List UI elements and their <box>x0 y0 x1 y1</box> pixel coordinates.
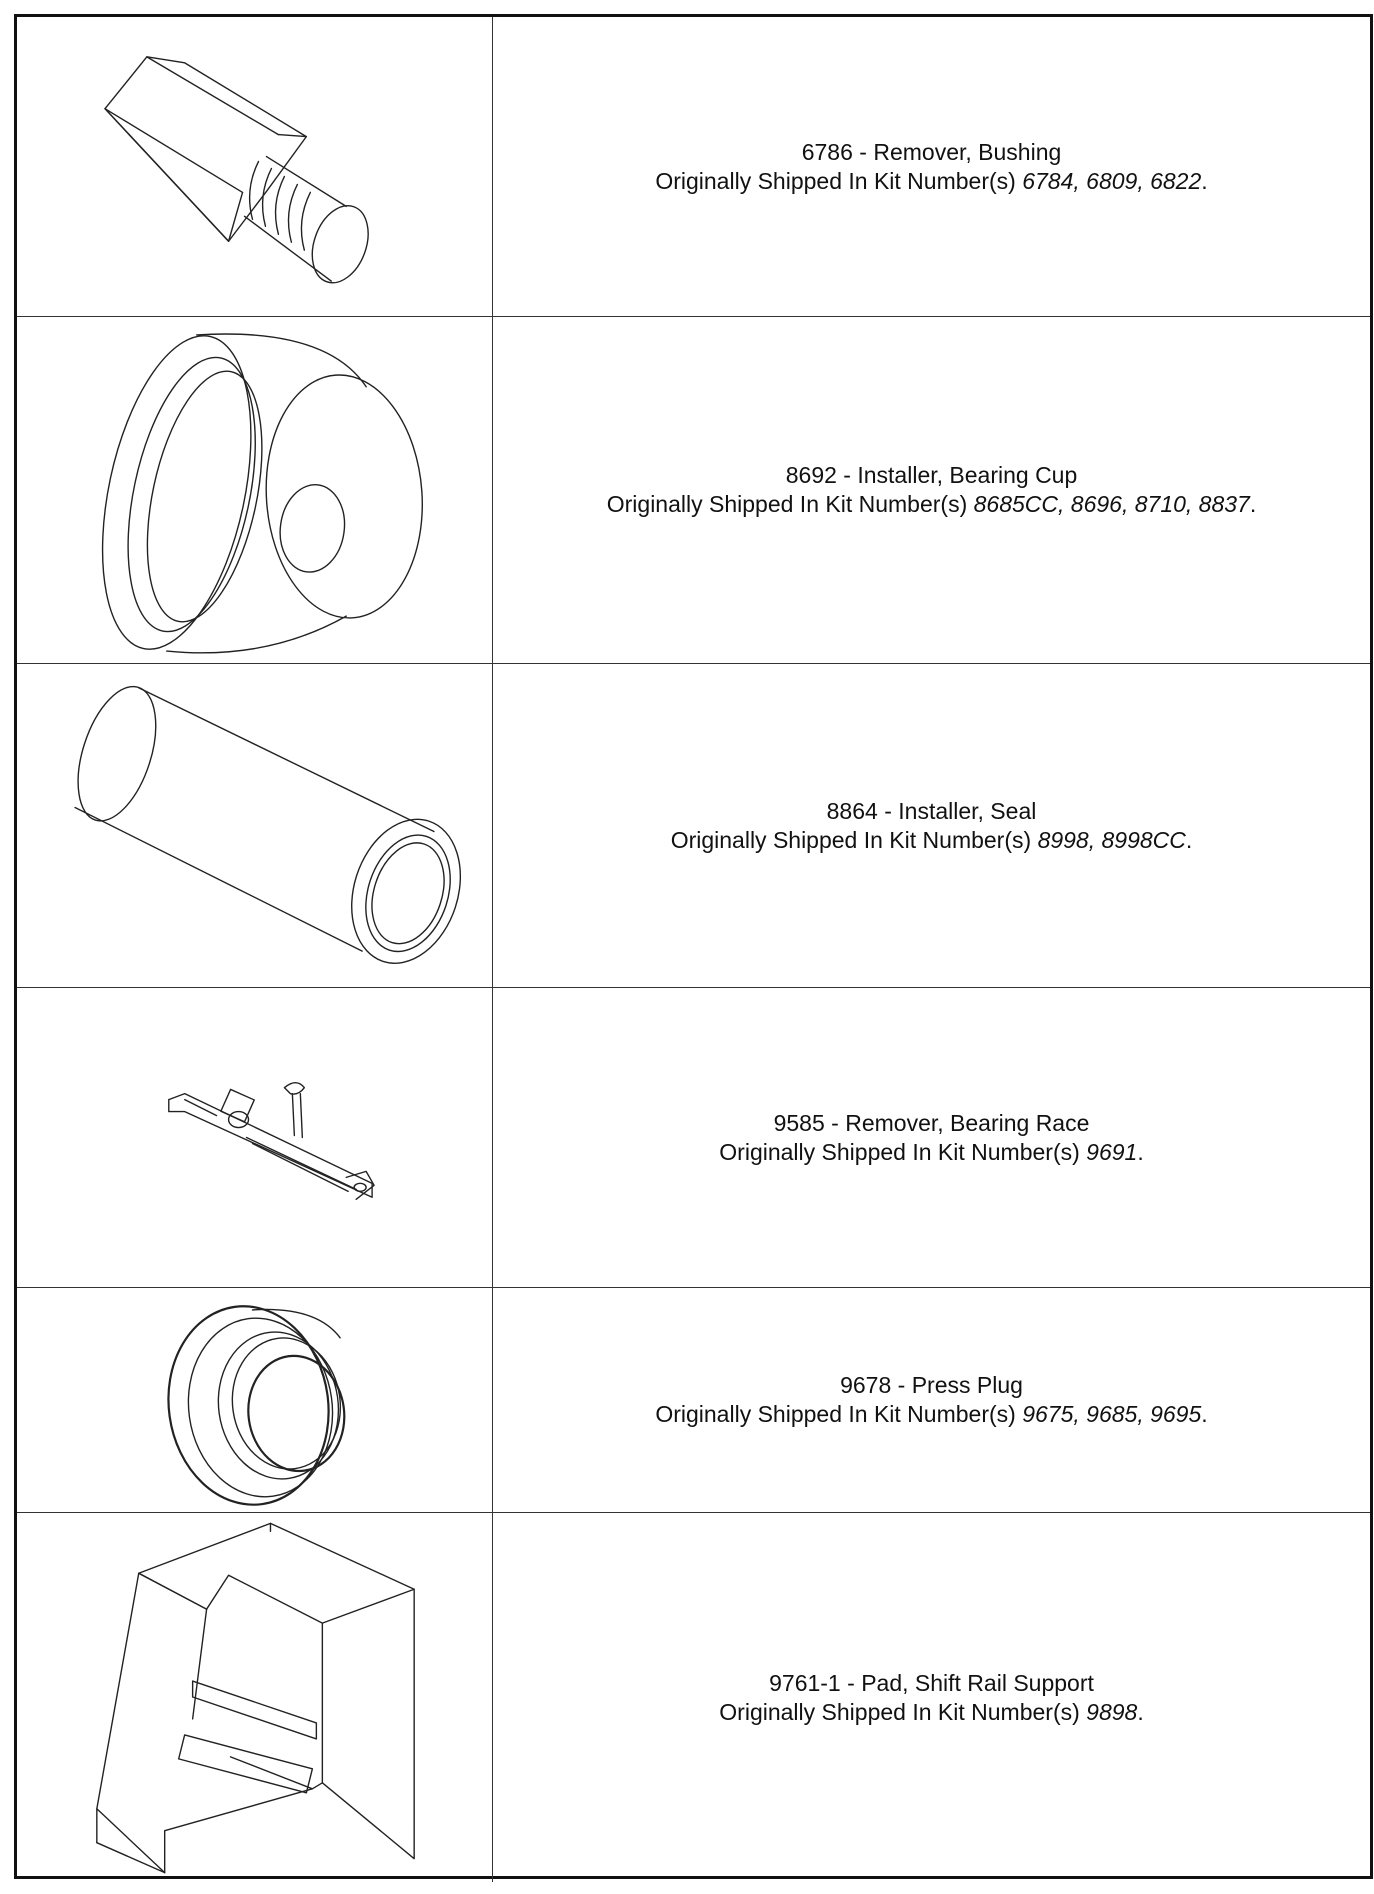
description-cell <box>493 1288 1370 1512</box>
part-name: Installer, Seal <box>898 797 1037 824</box>
image-cell <box>17 317 493 663</box>
kit-numbers: 9675, 9685, 9695 <box>1022 1401 1202 1427</box>
kit-numbers: 9898 <box>1086 1698 1138 1725</box>
seal-installer-tube-icon <box>17 664 492 987</box>
kit-line: Originally Shipped In Kit Number(s) 8685CC, 8696, 8710, 8837. <box>606 491 1257 517</box>
part-title: 8864 - Installer, Seal <box>826 797 1037 824</box>
part-name: Press Plug <box>911 1372 1023 1398</box>
kit-line: Originally Shipped In Kit Number(s) 9898. <box>719 1698 1144 1725</box>
image-cell <box>17 664 493 987</box>
part-number: 9678 <box>840 1372 892 1398</box>
part-name: Pad, Shift Rail Support <box>861 1669 1094 1696</box>
part-title: 8692 - Installer, Bearing Cup <box>785 462 1078 488</box>
kit-numbers: 9691 <box>1086 1138 1138 1165</box>
kit-numbers: 8998, 8998CC <box>1037 826 1186 853</box>
part-number: 8692 <box>785 462 837 488</box>
part-number: 8864 <box>826 797 878 824</box>
kit-numbers: 8685CC, 8696, 8710, 8837 <box>973 491 1250 517</box>
kit-line: Originally Shipped In Kit Number(s) 8998, 8998CC. <box>670 826 1193 853</box>
description-cell <box>493 988 1370 1287</box>
description-cell <box>493 17 1370 316</box>
part-number: 9761-1 <box>769 1669 841 1696</box>
image-cell <box>17 1288 493 1512</box>
kit-line: Originally Shipped In Kit Number(s) 9691. <box>719 1138 1144 1165</box>
kit-line: Originally Shipped In Kit Number(s) 6784, 6809, 6822. <box>655 167 1208 194</box>
image-cell <box>17 988 493 1287</box>
kit-numbers: 6784, 6809, 6822 <box>1022 167 1202 194</box>
part-name: Remover, Bushing <box>873 138 1062 165</box>
part-title: 9761-1 - Pad, Shift Rail Support <box>769 1669 1094 1696</box>
threaded-bushing-remover-icon <box>17 17 492 316</box>
part-number: 6786 <box>801 138 853 165</box>
table-row <box>17 1288 1370 1513</box>
table-row <box>17 988 1370 1288</box>
kit-line: Originally Shipped In Kit Number(s) 9675, 9685, 9695. <box>655 1401 1208 1427</box>
part-number: 9585 <box>773 1109 825 1136</box>
image-cell <box>17 17 493 316</box>
part-title: 9678 - Press Plug <box>840 1372 1023 1398</box>
table-row <box>17 17 1370 317</box>
part-title: 9585 - Remover, Bearing Race <box>773 1109 1090 1136</box>
bearing-cup-installer-icon <box>17 317 492 663</box>
image-cell <box>17 1513 493 1882</box>
description-cell <box>493 317 1370 663</box>
table-row <box>17 317 1370 664</box>
part-name: Installer, Bearing Cup <box>857 462 1078 488</box>
table-row <box>17 664 1370 988</box>
description-cell <box>493 1513 1370 1882</box>
table-row <box>17 1513 1370 1882</box>
shift-rail-support-pad-icon <box>17 1513 492 1882</box>
bearing-race-remover-icon <box>17 988 492 1287</box>
part-name: Remover, Bearing Race <box>845 1109 1090 1136</box>
press-plug-icon <box>17 1288 492 1512</box>
description-cell <box>493 664 1370 987</box>
part-title: 6786 - Remover, Bushing <box>801 138 1062 165</box>
tool-table <box>14 14 1373 1879</box>
